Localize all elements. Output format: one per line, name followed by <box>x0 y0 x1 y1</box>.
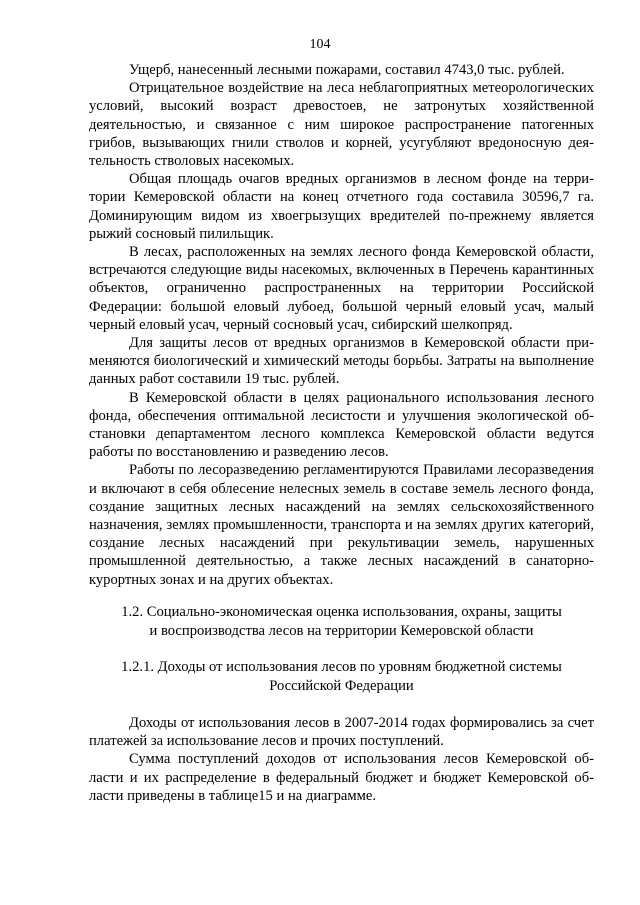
paragraph: Работы по лесоразведению регламентируются Правилами лесоразведения и включают в себя облесение нелесных земель в составе земель лесного фонда, создание защитных лесных насаждений на землях сельскохозяйственного назначения, землях промышленности, транспорта и на землях других категорий, создание лесных насаждений при рекультивации земель, нарушенных промышленной деятельностью, а также лесных насаждений в санаторно-курортных зонах и на других объектах. <box>89 462 594 588</box>
paragraph: Отрицательное воздействие на леса неблагоприятных метеорологических условий, высокий возраст древостоев, не затронутых хозяйственной деятельностью, и связанное с ним широкое распространение патогенных грибов, вызывающих гнили стволов и корней, усугубляют вредоносную деятельность стволовых насекомых. <box>89 80 594 170</box>
paragraph: В Кемеровской области в целях рационального использования лесного фонда, обеспечения оптимальной лесистости и улучшения экологической обстановки департаментом лесного комплекса Кемеровской области ведутся работы по восстановлению и разведению лесов. <box>89 389 594 461</box>
subsection-heading <box>89 658 594 695</box>
paragraph: Общая площадь очагов вредных организмов в лесном фонде на территории Кемеровской области на конец отчетного года составила 30596,7 га. Доминирующим видом из хвоегрызущих вредителей по-прежнему является рыжий сосновый пилильщик. <box>89 171 594 242</box>
paragraph: Сумма поступлений доходов от использования лесов Кемеровской области и их распределение в федеральный бюджет и бюджет Кемеровской области приведены в таблице15 и на диаграмме. <box>89 751 594 804</box>
section-heading <box>89 603 594 640</box>
paragraph: В лесах, расположенных на землях лесного фонда Кемеровской области, встречаются следующие виды насекомых, включенных в Перечень карантинных объектов, ограниченно распространенных на территории Российской Федерации: большой еловый лубоед, большой черный еловый усач, малый черный еловый усач, черный сосновый усач, сибирский шелкопряд. <box>89 244 594 333</box>
subsection-heading-line: Российской Федерации <box>269 677 414 694</box>
paragraph: Ущерб, нанесенный лесными пожарами, составил 4743,0 тыс. рублей. <box>129 62 565 78</box>
subsection-heading-line: 1.2.1. Доходы от использования лесов по уровням бюджетной системы <box>121 659 562 675</box>
paragraph: Для защиты лесов от вредных организмов в Кемеровской области применяются биологический и химический методы борьбы. Затраты на выполнение данных работ составили 19 тыс. рублей. <box>89 335 594 388</box>
paragraph: Доходы от использования лесов в 2007-2014 годах формировались за счет платежей за использование лесов и прочих поступлений. <box>89 715 594 750</box>
body-text-top <box>89 61 594 589</box>
section-heading-line: 1.2. Социально-экономическая оценка использования, охраны, защиты <box>121 604 562 620</box>
body-text-bottom <box>89 714 594 805</box>
page-number: 104 <box>309 37 331 52</box>
section-heading-line: и воспроизводства лесов на территории Кемеровской области <box>149 622 534 639</box>
